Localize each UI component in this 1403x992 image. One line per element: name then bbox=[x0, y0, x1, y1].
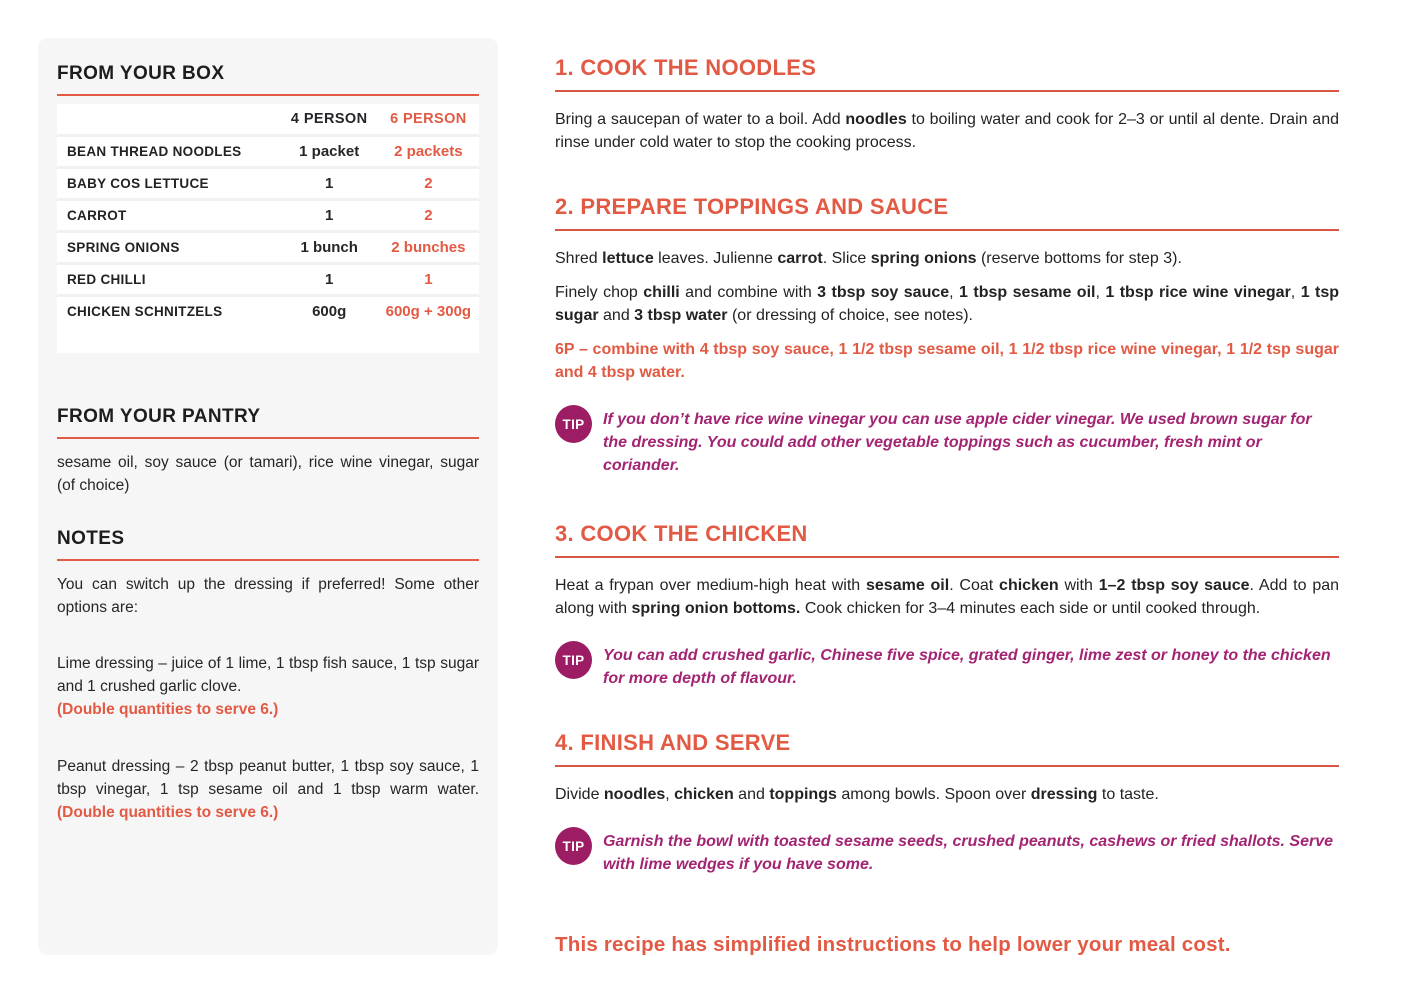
table-header-row bbox=[57, 104, 479, 135]
tip-text: You can add crushed garlic, Chinese five spice, grated ginger, lime zest or honey to the chicken for more depth of flavour. bbox=[603, 647, 1331, 687]
tip-text: If you don’t have rice wine vinegar you can use apple cider vinegar. We used brown sugar for the dressing. You could add other vegetable toppings such as cucumber, fresh mint or coriander. bbox=[603, 411, 1312, 474]
header-4-person: 4 PERSON bbox=[290, 110, 368, 127]
qty-4person: 1 bbox=[281, 199, 378, 231]
qty-4person: 600g bbox=[281, 295, 378, 327]
notes-intro: You can switch up the dressing if preferred! Some other options are: bbox=[57, 576, 479, 616]
step-2-title: 2. PREPARE TOPPINGS AND SAUCE bbox=[555, 194, 949, 219]
tip-badge: TIP bbox=[555, 641, 592, 679]
step-2-instructions-2: Finely chop chilli and combine with 3 tbsp soy sauce, 1 tbsp sesame oil, 1 tbsp rice wine vinegar, 1 tsp sugar and 3 tbsp water (or dressing of choice, see notes). bbox=[555, 284, 1340, 324]
ingredient-name: BABY COS LETTUCE bbox=[57, 167, 281, 199]
from-your-pantry-section bbox=[57, 406, 479, 497]
step-1-section bbox=[555, 55, 1339, 154]
box-table bbox=[57, 104, 479, 353]
step-3-section bbox=[555, 521, 1339, 690]
pantry-text: sesame oil, soy sauce (or tamari), rice wine vinegar, sugar (of choice) bbox=[57, 454, 479, 494]
lime-dressing-note: Lime dressing – juice of 1 lime, 1 tbsp fish sauce, 1 tsp sugar and 1 crushed garlic clove. (Double quantities to serve 6.) bbox=[57, 655, 479, 718]
table-row bbox=[57, 231, 479, 263]
step-1-instructions: Bring a saucepan of water to a boil. Add noodles to boiling water and cook for 2–3 or until al dente. Drain and rinse under cold water to stop the cooking process. bbox=[555, 111, 1340, 151]
tip-badge: TIP bbox=[555, 405, 592, 443]
step-4-title: 4. FINISH AND SERVE bbox=[555, 730, 791, 755]
sidebar-panel bbox=[38, 38, 498, 955]
step-4-section bbox=[555, 730, 1339, 876]
notes-section bbox=[57, 528, 479, 824]
step-3-title: 3. COOK THE CHICKEN bbox=[555, 521, 808, 546]
step-2-instructions-1: Shred lettuce leaves. Julienne carrot. Slice spring onions (reserve bottoms for step 3). bbox=[555, 250, 1182, 267]
step-3-rule bbox=[555, 556, 1339, 558]
tip-text: Garnish the bowl with toasted sesame seeds, crushed peanuts, cashews or fried shallots. Serve with lime wedges if you have some. bbox=[603, 833, 1334, 873]
step-2-section bbox=[555, 194, 1339, 477]
table-row bbox=[57, 263, 479, 295]
qty-6person: 600g + 300g bbox=[378, 295, 479, 327]
qty-6person: 2 bunches bbox=[378, 231, 479, 263]
step-2-6p-note: 6P – combine with 4 tbsp soy sauce, 1 1/2 tbsp sesame oil, 1 1/2 tbsp rice wine vinegar, 1 1/2 tsp sugar and 4 tbsp water. bbox=[555, 341, 1339, 381]
qty-6person: 2 bbox=[378, 167, 479, 199]
box-title: FROM YOUR BOX bbox=[57, 63, 225, 84]
header-ingredient bbox=[57, 104, 281, 135]
peanut-dressing-note: Peanut dressing – 2 tbsp peanut butter, 1 tbsp soy sauce, 1 tbsp vinegar, 1 tsp sesame oil and 1 tbsp warm water. (Double quantities to serve 6.) bbox=[57, 758, 479, 821]
notes-title-rule bbox=[57, 559, 479, 561]
qty-4person: 1 bbox=[281, 167, 378, 199]
table-row bbox=[57, 135, 479, 167]
qty-6person: 2 packets bbox=[378, 135, 479, 167]
qty-4person: 1 packet bbox=[281, 135, 378, 167]
pantry-title: FROM YOUR PANTRY bbox=[57, 406, 261, 427]
tip-callout bbox=[555, 641, 1339, 690]
step-1-rule bbox=[555, 90, 1339, 92]
box-title-rule bbox=[57, 94, 479, 96]
table-row bbox=[57, 295, 479, 327]
step-4-instructions: Divide noodles, chicken and toppings among bowls. Spoon over dressing to taste. bbox=[555, 786, 1159, 803]
ingredient-name: SPRING ONIONS bbox=[57, 231, 281, 263]
from-your-box-section bbox=[57, 63, 479, 353]
ingredient-name: CARROT bbox=[57, 199, 281, 231]
header-6-person: 6 PERSON bbox=[390, 110, 467, 127]
ingredient-name: BEAN THREAD NOODLES bbox=[57, 135, 281, 167]
step-4-rule bbox=[555, 765, 1339, 767]
ingredient-name: CHICKEN SCHNITZELS bbox=[57, 295, 281, 327]
step-2-rule bbox=[555, 229, 1339, 231]
table-row bbox=[57, 199, 479, 231]
qty-6person: 1 bbox=[378, 263, 479, 295]
tip-badge: TIP bbox=[555, 827, 592, 865]
notes-title: NOTES bbox=[57, 528, 125, 549]
instructions-column bbox=[555, 55, 1339, 957]
step-1-title: 1. COOK THE NOODLES bbox=[555, 55, 817, 80]
pantry-title-rule bbox=[57, 437, 479, 439]
table-row bbox=[57, 167, 479, 199]
ingredient-name: RED CHILLI bbox=[57, 263, 281, 295]
qty-6person: 2 bbox=[378, 199, 479, 231]
tip-callout bbox=[555, 405, 1339, 477]
simplified-instructions-note: This recipe has simplified instructions to help lower your meal cost. bbox=[555, 933, 1231, 956]
tip-callout bbox=[555, 827, 1339, 876]
qty-4person: 1 bunch bbox=[281, 231, 378, 263]
qty-4person: 1 bbox=[281, 263, 378, 295]
step-3-instructions: Heat a frypan over medium-high heat with sesame oil. Coat chicken with 1–2 tbsp soy sauce. Add to pan along with spring onion bottoms. Cook chicken for 3–4 minutes each side or until cooked through. bbox=[555, 577, 1340, 617]
